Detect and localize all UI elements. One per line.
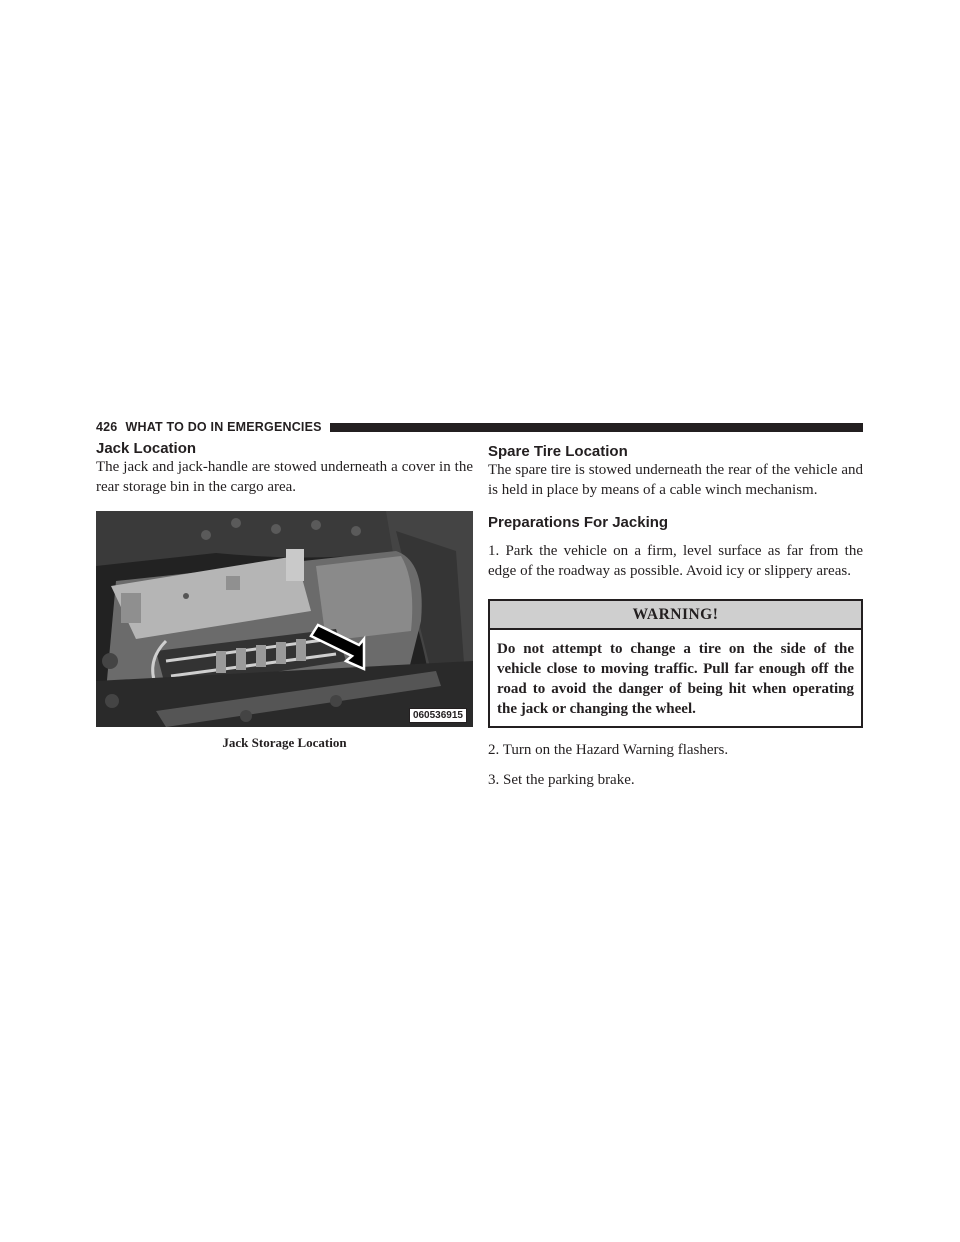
- preparations-heading: Preparations For Jacking: [488, 514, 669, 531]
- left-column: [96, 440, 473, 751]
- warning-box: [488, 599, 863, 728]
- jack-storage-photo: [96, 511, 473, 727]
- step-2: 2. Turn on the Hazard Warning flashers.: [488, 742, 729, 758]
- right-column: [488, 440, 863, 790]
- spare-tire-text: The spare tire is stowed underneath the rear of the vehicle and is held in place by means of a cable winch mechanism.: [488, 462, 863, 498]
- jack-location-text: The jack and jack-handle are stowed underneath a cover in the rear storage bin in the cargo area.: [96, 459, 473, 495]
- section-title: WHAT TO DO IN EMERGENCIES: [125, 420, 322, 434]
- header-rule: [330, 423, 863, 432]
- jack-storage-illustration: [96, 511, 473, 727]
- warning-text: Do not attempt to change a tire on the side of the vehicle close to moving traffic. Pull far enough off the road to avoid the danger of being hit when operating the jack or changing the wheel.: [497, 641, 854, 717]
- page-number: 426: [96, 420, 118, 434]
- jack-location-heading: Jack Location: [96, 440, 197, 457]
- warning-title: WARNING!: [490, 601, 861, 630]
- figure-code: 060536915: [409, 708, 467, 723]
- page-header: [96, 420, 863, 434]
- spare-tire-heading: Spare Tire Location: [488, 443, 628, 460]
- step-3: 3. Set the parking brake.: [488, 772, 635, 788]
- step-1: 1. Park the vehicle on a firm, level surface as far from the edge of the roadway as possible. Avoid icy or slippery areas.: [488, 543, 863, 579]
- figure-caption: Jack Storage Location: [222, 735, 347, 750]
